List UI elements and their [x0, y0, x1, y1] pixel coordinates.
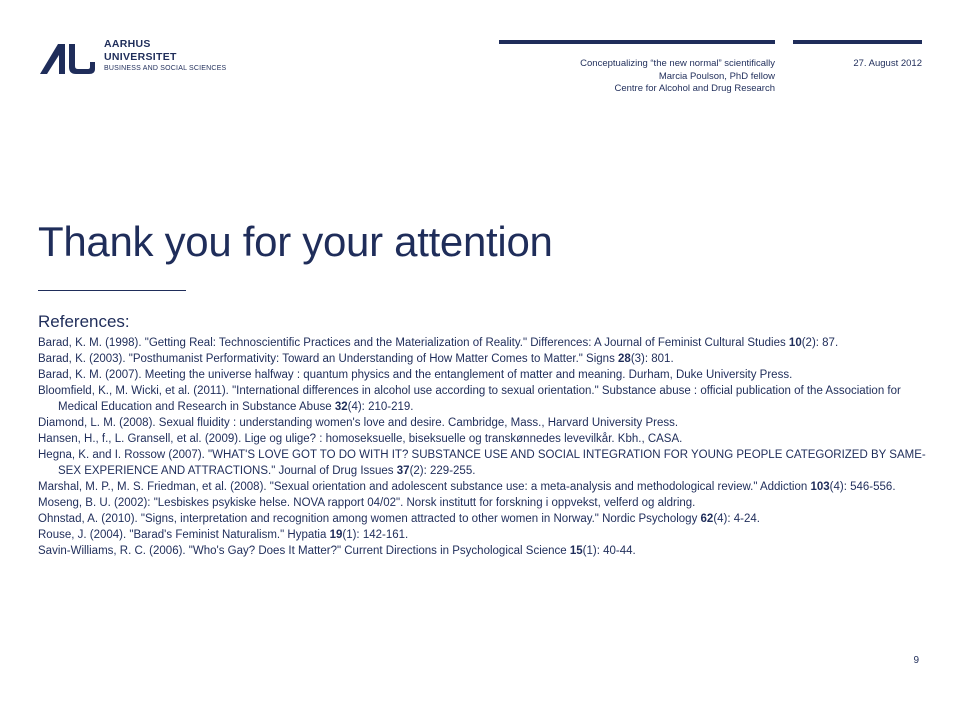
reference-volume: 15 — [569, 545, 583, 557]
header-bar-right — [793, 40, 922, 44]
presentation-date: 27. August 2012 — [853, 58, 922, 69]
reference-issue-pages: (4): 4-24. — [713, 513, 760, 525]
reference-item — [38, 383, 926, 415]
reference-item — [38, 335, 926, 351]
references-list — [38, 335, 926, 559]
reference-item — [38, 511, 926, 527]
reference-text: Ohnstad, A. (2010). "Signs, interpretation and recognition among women attracted to other women in Norway." Nordic Psychology — [38, 513, 701, 525]
reference-item — [38, 431, 926, 447]
reference-issue-pages: (4): 546-556. — [829, 481, 896, 493]
reference-volume: 62 — [700, 513, 714, 525]
logo-line-universitet: UNIVERSITET — [104, 50, 177, 63]
university-logo-icon — [38, 38, 96, 76]
logo-line-aarhus: AARHUS — [104, 38, 151, 50]
presenter-name: Marcia Poulson, PhD fellow — [658, 70, 775, 82]
page-number: 9 — [913, 655, 919, 666]
slide-title: Thank you for your attention — [38, 218, 553, 265]
reference-item — [38, 543, 926, 559]
reference-volume: 28 — [618, 353, 631, 365]
reference-item — [38, 495, 926, 511]
reference-text: Diamond, L. M. (2008). Sexual fluidity : understanding women's love and desire. Cambridge, Mass., Harvard University Press. — [38, 417, 679, 429]
reference-item — [38, 479, 926, 495]
aarhus-university-logo — [38, 36, 228, 80]
reference-issue-pages: (4): 210-219. — [347, 401, 414, 413]
reference-item — [38, 447, 926, 479]
presentation-title: Conceptualizing “the new normal” scientifically — [580, 58, 775, 69]
reference-issue-pages: (1): 142-161. — [342, 529, 409, 541]
reference-text: Barad, K. M. (1998). "Getting Real: Technoscientific Practices and the Materialization of Reality." Differences: A Journal of Feminist Cultural Studies — [38, 337, 789, 349]
reference-volume: 10 — [788, 337, 802, 349]
presentation-info — [580, 58, 775, 96]
reference-text: Rouse, J. (2004). "Barad's Feminist Naturalism." Hypatia — [38, 529, 330, 541]
reference-issue-pages: (1): 40-44. — [582, 545, 636, 557]
reference-text: Moseng, B. U. (2002): "Lesbiskes psykiske helse. NOVA rapport 04/02". Norsk institutt for forskning i oppvekst, velferd og aldring. — [38, 497, 696, 509]
reference-issue-pages: (2): 229-255. — [409, 465, 476, 477]
title-underline — [38, 290, 186, 291]
reference-text: Savin-Williams, R. C. (2006). "Who's Gay? Does It Matter?" Current Directions in Psychological Science — [38, 545, 570, 557]
reference-volume: 32 — [334, 401, 348, 413]
logo-line-faculty: BUSINESS AND SOCIAL SCIENCES — [104, 65, 227, 72]
references-heading: References: — [38, 312, 130, 331]
reference-volume: 103 — [810, 481, 830, 493]
reference-item — [38, 351, 926, 367]
reference-text: Hansen, H., f., L. Gransell, et al. (2009). Lige og ulige? : homoseksuelle, biseksuelle og transkønnedes levevilkår. Kbh., CASA. — [38, 433, 683, 445]
reference-text: Marshal, M. P., M. S. Friedman, et al. (2008). "Sexual orientation and adolescent substance use: a meta-analysis and methodological review." Addiction — [38, 481, 811, 493]
reference-item — [38, 367, 926, 383]
reference-item — [38, 527, 926, 543]
reference-issue-pages: (2): 87. — [801, 337, 839, 349]
reference-text: Hegna, K. and I. Rossow (2007). "WHAT'S LOVE GOT TO DO WITH IT? SUBSTANCE USE AND SOCIAL INTEGRATION FOR YOUNG PEOPLE CATEGORIZED BY SAME-SEX EXPERIENCE AND ATTRACTIONS." Journal of Drug Issues — [38, 449, 926, 477]
reference-text: Bloomfield, K., M. Wicki, et al. (2011). "International differences in alcohol use according to sexual orientation." Substance abuse : official publication of the Association for Medical Education and Research in Substance Abuse — [38, 385, 901, 413]
reference-item — [38, 415, 926, 431]
reference-issue-pages: (3): 801. — [630, 353, 674, 365]
reference-text: Barad, K. M. (2007). Meeting the universe halfway : quantum physics and the entanglement of matter and meaning. Durham, Duke University Press. — [38, 369, 793, 381]
reference-text: Barad, K. (2003). "Posthumanist Performativity: Toward an Understanding of How Matter Comes to Matter." Signs — [38, 353, 619, 365]
reference-volume: 37 — [396, 465, 410, 477]
presenter-affiliation: Centre for Alcohol and Drug Research — [614, 83, 775, 94]
header-bar-left — [499, 40, 775, 44]
reference-volume: 19 — [329, 529, 343, 541]
